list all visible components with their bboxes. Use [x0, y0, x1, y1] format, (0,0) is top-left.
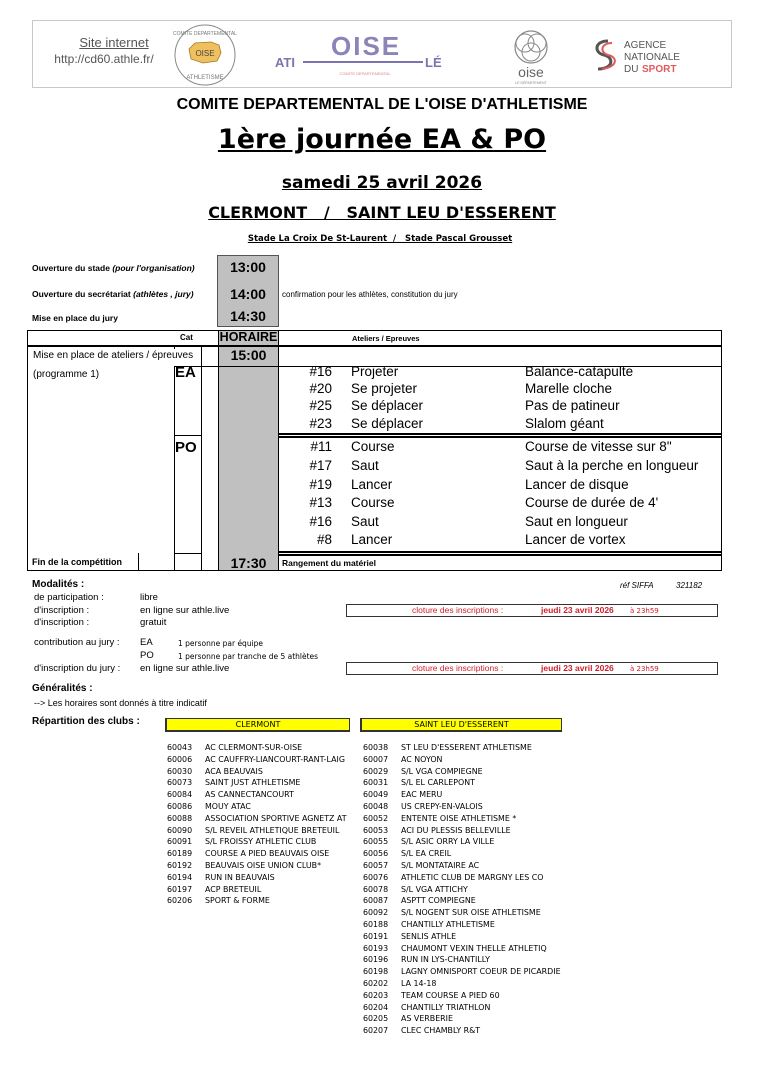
- event-type: Se projeter: [351, 381, 418, 396]
- oise-athle-left-text: ATI: [275, 55, 295, 70]
- club-item: [363, 931, 561, 943]
- club-code: 60090: [167, 825, 193, 835]
- club-name: BEAUVAIS OISE UNION CLUB*: [205, 860, 322, 870]
- comite-departemental-oise-athletisme-logo: [173, 23, 237, 87]
- club-code: 60088: [167, 813, 193, 823]
- club-code: 60052: [363, 813, 389, 823]
- table-divider: [279, 436, 721, 438]
- club-code: 60048: [363, 801, 389, 811]
- club-code: 60049: [363, 790, 389, 800]
- event-title-text: 1ère journée EA & PO: [217, 124, 547, 155]
- cloture-time: à 23h59: [630, 607, 659, 615]
- club-name: EAC MERU: [401, 790, 443, 800]
- club-name: ACP BRETEUIL: [205, 884, 262, 894]
- jury-cat-ea: EA: [140, 637, 153, 648]
- club-name: S/L ASIC ORRY LA VILLE: [401, 837, 495, 847]
- club-code: 60196: [363, 955, 389, 965]
- club-item: [363, 777, 561, 789]
- club-name: ENTENTE OISE ATHLETISME *: [401, 813, 517, 823]
- event-name: Course de vitesse sur 8": [525, 439, 672, 454]
- event-location-text: CLERMONT / SAINT LEU D'ESSERENT: [208, 203, 556, 222]
- club-code: 60078: [363, 884, 389, 894]
- pre-schedule-label-secretariat: [32, 289, 194, 299]
- setup-time: 15:00: [230, 347, 267, 363]
- club-code: 60091: [167, 837, 193, 847]
- cloture-label: cloture des inscriptions :: [412, 605, 504, 615]
- club-name: S/L MONTATAIRE AC: [401, 860, 480, 870]
- table-divider: [174, 553, 201, 554]
- category-ea: EA: [175, 364, 196, 381]
- table-divider: [279, 433, 721, 435]
- table-divider: [138, 553, 139, 571]
- modalite-value: libre: [140, 592, 158, 603]
- club-code: 60197: [167, 884, 193, 894]
- club-name: AC CAUFFRY-LIANCOURT-RANT-LAIG: [205, 754, 345, 764]
- club-code: 60038: [363, 743, 389, 752]
- club-item: [167, 884, 347, 896]
- club-name: AS VERBERIE: [401, 1014, 453, 1024]
- event-type: Se déplacer: [351, 416, 424, 431]
- cloture-box-jury: [346, 662, 718, 675]
- club-name: ACA BEAUVAIS: [205, 766, 263, 776]
- club-name: CHANTILLY ATHLETISME: [401, 919, 495, 929]
- club-item: [167, 825, 347, 837]
- secretariat-note: confirmation pour les athlètes, constitution du jury: [282, 290, 458, 299]
- table-header-cat: Cat: [180, 333, 193, 342]
- jury-cat-po: PO: [140, 650, 154, 661]
- club-name: RUN IN LYS-CHANTILLY: [401, 955, 490, 965]
- jury-contribution-label: contribution au jury :: [34, 637, 120, 648]
- event-number: #13: [309, 495, 332, 510]
- club-item: [363, 954, 561, 966]
- club-code: 60053: [363, 825, 389, 835]
- club-code: 60086: [167, 801, 193, 811]
- program-label: (programme 1): [33, 369, 100, 380]
- event-date: [0, 173, 764, 193]
- club-code: 60205: [363, 1014, 389, 1024]
- club-name: CLEC CHAMBLY R&T: [401, 1026, 481, 1036]
- club-name: S/L REVEIL ATHLETIQUE BRETEUIL: [205, 825, 340, 835]
- club-name: S/L NOGENT SUR OISE ATHLETISME: [401, 908, 541, 918]
- club-item: [167, 836, 347, 848]
- club-name: S/L FROISSY ATHLETIC CLUB: [205, 837, 317, 847]
- event-name: Saut en longueur: [525, 514, 628, 529]
- club-code: 60092: [363, 908, 389, 918]
- club-item: [167, 766, 347, 778]
- site-header-clermont: CLERMONT: [165, 718, 350, 732]
- pre-schedule-label-text: Ouverture du secrétariat: [32, 289, 134, 299]
- club-code: 60191: [363, 931, 389, 941]
- club-code: 60204: [363, 1002, 389, 1012]
- table-divider: [174, 553, 175, 571]
- club-code: 60057: [363, 860, 389, 870]
- event-number: #16: [309, 364, 332, 379]
- club-item: [363, 1025, 561, 1037]
- event-number: #19: [309, 477, 332, 492]
- oise-athle-subtitle: COMITE DEPARTEMENTAL: [339, 71, 391, 76]
- cloture-box-athletes: [346, 604, 718, 617]
- table-divider: [174, 366, 721, 367]
- jury-po-text: 1 personne par tranche de 5 athlètes: [178, 652, 319, 661]
- event-number: #23: [309, 416, 332, 431]
- club-name: CHANTILLY TRIATHLON: [401, 1002, 491, 1012]
- siffa-value: 321182: [676, 581, 703, 590]
- club-item: [363, 848, 561, 860]
- logo-cd-bottom-text: ATHLETISME: [186, 75, 224, 81]
- end-label: Fin de la compétition: [32, 557, 123, 567]
- club-item: [363, 813, 561, 825]
- club-item: [363, 836, 561, 848]
- event-name: Balance-catapulte: [525, 364, 634, 379]
- club-name: US CREPY-EN-VALOIS: [401, 801, 483, 811]
- pre-schedule-label-text: Mise en place du jury: [32, 313, 118, 323]
- oise-departement-text: oise: [518, 64, 544, 80]
- pre-schedule-label-italic: (athlètes , jury): [133, 289, 194, 299]
- table-divider: [174, 366, 175, 554]
- event-type: Se déplacer: [351, 398, 424, 413]
- club-item: [167, 872, 347, 884]
- modalite-label: de participation :: [34, 592, 104, 603]
- club-name: LAGNY OMNISPORT COEUR DE PICARDIE: [401, 967, 561, 977]
- club-code: 60030: [167, 766, 193, 776]
- pre-schedule-label-jury: [32, 313, 118, 323]
- end-note: Rangement du matériel: [282, 558, 376, 568]
- table-divider: [279, 551, 721, 553]
- generalites-title: Généralités :: [32, 683, 93, 694]
- event-name: Marelle cloche: [525, 381, 613, 396]
- club-item: [363, 907, 561, 919]
- club-code: 60193: [363, 943, 389, 953]
- table-header-ateliers: Ateliers / Epreuves: [352, 334, 420, 343]
- site-internet-label: Site internet: [79, 35, 149, 50]
- club-item: [363, 801, 561, 813]
- club-code: 60194: [167, 872, 193, 882]
- event-number: #17: [309, 458, 332, 473]
- club-name: S/L VGA ATTICHY: [401, 884, 468, 894]
- club-name: S/L VGA COMPIEGNE: [401, 766, 483, 776]
- table-divider: [279, 554, 721, 556]
- club-code: 60076: [363, 872, 389, 882]
- repartition-title: Répartition des clubs :: [32, 716, 140, 727]
- jury-inscription-label: d'inscription du jury :: [34, 663, 121, 674]
- club-code: 60055: [363, 837, 389, 847]
- club-name: S/L EA CREIL: [401, 849, 452, 859]
- club-name: ACI DU PLESSIS BELLEVILLE: [401, 825, 511, 835]
- club-item: [363, 872, 561, 884]
- stades-text: Stade La Croix De St-Laurent / Stade Pascal Grousset: [247, 234, 513, 244]
- table-header-divider: [28, 345, 721, 347]
- event-name: Lancer de disque: [525, 477, 629, 492]
- club-item: [363, 990, 561, 1002]
- event-date-text: samedi 25 avril 2026: [281, 173, 483, 193]
- oise-athle-logo: [273, 53, 463, 77]
- event-type: Saut: [351, 514, 379, 529]
- club-item: [167, 742, 347, 754]
- club-name: ATHLETIC CLUB DE MARGNY LES CO: [401, 872, 544, 882]
- club-name: ST LEU D'ESSERENT ATHLETISME: [401, 743, 532, 752]
- event-type: Lancer: [351, 477, 393, 492]
- time-ouverture-secretariat: 14:00: [230, 286, 266, 302]
- logo-cd-top-text: COMITE DEPARTEMENTAL: [173, 31, 237, 37]
- club-name: RUN IN BEAUVAIS: [205, 872, 275, 882]
- cloture-date: jeudi 23 avril 2026: [541, 663, 614, 673]
- club-name: ASPTT COMPIEGNE: [401, 896, 476, 906]
- club-code: 60043: [167, 743, 193, 752]
- ans-line1: AGENCE: [624, 40, 667, 51]
- generalites-text: --> Les horaires sont donnés à titre indicatif: [34, 698, 207, 708]
- club-item: [363, 1002, 561, 1014]
- oise-departement-logo: [501, 23, 561, 87]
- event-type: Course: [351, 495, 395, 510]
- event-type: Lancer: [351, 532, 393, 547]
- club-name: SENLIS ATHLE: [401, 931, 457, 941]
- club-code: 60056: [363, 849, 389, 859]
- club-item: [167, 813, 347, 825]
- oise-departement-subtitle: LE DÉPARTEMENT: [515, 81, 547, 85]
- club-code: 60029: [363, 766, 389, 776]
- club-name: LA 14-18: [401, 978, 437, 988]
- event-number: #25: [309, 398, 332, 413]
- event-type: Projeter: [351, 364, 399, 379]
- club-item: [363, 825, 561, 837]
- club-name: AC NOYON: [401, 754, 443, 764]
- agence-nationale-du-sport-logo: [588, 35, 708, 77]
- club-list-saint-leu: [363, 742, 561, 1037]
- setup-label: Mise en place de ateliers / épreuves: [33, 350, 194, 361]
- site-header-saint-leu: SAINT LEU D'ESSERENT: [360, 718, 562, 732]
- event-number: #11: [310, 439, 332, 454]
- pre-schedule-label-stade: [32, 263, 195, 273]
- event-number: #16: [309, 514, 332, 529]
- club-item: [363, 754, 561, 766]
- time-ouverture-stade: 13:00: [230, 259, 266, 275]
- event-title: [0, 124, 764, 155]
- club-name: MOUY ATAC: [205, 801, 251, 811]
- pre-schedule-label-text: Ouverture du stade: [32, 263, 113, 273]
- club-item: [167, 777, 347, 789]
- cloture-label: cloture des inscriptions :: [412, 663, 504, 673]
- event-name: Slalom géant: [525, 416, 604, 431]
- event-name: Saut à la perche en longueur: [525, 458, 699, 473]
- club-item: [363, 1013, 561, 1025]
- club-code: 60192: [167, 860, 193, 870]
- club-code: 60203: [363, 990, 389, 1000]
- club-code: 60084: [167, 790, 193, 800]
- club-name: SPORT & FORME: [205, 896, 270, 906]
- oise-athle-logo-title: OISE: [331, 31, 402, 61]
- event-type: Saut: [351, 458, 379, 473]
- event-name: Course de durée de 4': [525, 495, 659, 510]
- event-name: Lancer de vortex: [525, 532, 626, 547]
- end-time: 17:30: [230, 555, 267, 571]
- ans-line3-du: DU: [624, 64, 639, 75]
- oise-athle-right-text: LÉ: [425, 55, 442, 70]
- club-item: [167, 801, 347, 813]
- table-divider: [174, 435, 201, 436]
- club-item: [167, 789, 347, 801]
- category-po: PO: [175, 439, 197, 456]
- club-item: [363, 789, 561, 801]
- club-name: TEAM COURSE A PIED 60: [401, 990, 500, 1000]
- club-item: [363, 766, 561, 778]
- club-code: 60031: [363, 778, 389, 788]
- club-code: 60202: [363, 978, 389, 988]
- club-name: ASSOCIATION SPORTIVE AGNETZ AT: [205, 813, 347, 823]
- event-type: Course: [351, 439, 395, 454]
- club-item: [363, 742, 561, 754]
- club-item: [363, 884, 561, 896]
- event-name: Pas de patineur: [525, 398, 620, 413]
- modalite-label: d'inscription :: [34, 605, 90, 616]
- jury-ea-text: 1 personne par équipe: [178, 639, 264, 648]
- club-code: 60087: [363, 896, 389, 906]
- club-item: [363, 895, 561, 907]
- club-item: [167, 848, 347, 860]
- cloture-date: jeudi 23 avril 2026: [541, 605, 614, 615]
- modalite-label: d'inscription :: [34, 617, 90, 628]
- club-name: AC CLERMONT-SUR-OISE: [205, 743, 303, 752]
- jury-inscription-value: en ligne sur athle.live: [140, 663, 230, 674]
- club-code: 60189: [167, 849, 193, 859]
- club-code: 60188: [363, 919, 389, 929]
- header-banner: [32, 20, 732, 88]
- club-list-clermont: [167, 742, 347, 907]
- event-number: #8: [316, 532, 332, 547]
- club-item: [363, 978, 561, 990]
- table-header-horaire: HORAIRE: [219, 330, 278, 344]
- cloture-time: à 23h59: [630, 665, 659, 673]
- club-item: [167, 754, 347, 766]
- club-item: [167, 895, 347, 907]
- pre-schedule-label-italic: (pour l'organisation): [112, 263, 195, 273]
- modalite-value: gratuit: [140, 617, 167, 628]
- table-divider: [174, 345, 175, 349]
- club-name: AS CANNECTANCOURT: [205, 790, 294, 800]
- time-mise-en-place-jury: 14:30: [230, 308, 266, 324]
- club-item: [363, 943, 561, 955]
- club-name: COURSE A PIED BEAUVAIS OISE: [205, 849, 330, 859]
- club-name: CHAUMONT VEXIN THELLE ATHLETIQ: [401, 943, 547, 953]
- club-code: 60006: [167, 754, 193, 764]
- ans-line2: NATIONALE: [624, 52, 680, 63]
- ans-line3-sport: SPORT: [642, 64, 677, 75]
- club-code: 60198: [363, 967, 389, 977]
- club-name: SAINT JUST ATHLETISME: [205, 778, 301, 788]
- modalite-value: en ligne sur athle.live: [140, 605, 230, 616]
- club-code: 60007: [363, 754, 389, 764]
- modalites-title: Modalités :: [32, 579, 85, 590]
- club-item: [167, 860, 347, 872]
- club-item: [363, 966, 561, 978]
- event-location: [0, 203, 764, 222]
- club-code: 60207: [363, 1026, 389, 1036]
- club-item: [363, 860, 561, 872]
- org-title: COMITE DEPARTEMENTAL DE L'OISE D'ATHLETISME: [176, 96, 588, 113]
- club-name: S/L EL CARLEPONT: [401, 778, 475, 788]
- club-item: [363, 919, 561, 931]
- club-code: 60073: [167, 778, 193, 788]
- stades-line: [230, 234, 530, 244]
- club-code: 60206: [167, 896, 193, 906]
- siffa-label: réf SIFFA: [620, 581, 654, 590]
- event-number: #20: [309, 381, 332, 396]
- logo-cd-center-text: OISE: [195, 49, 215, 58]
- site-url-link[interactable]: http://cd60.athle.fr/: [54, 52, 154, 66]
